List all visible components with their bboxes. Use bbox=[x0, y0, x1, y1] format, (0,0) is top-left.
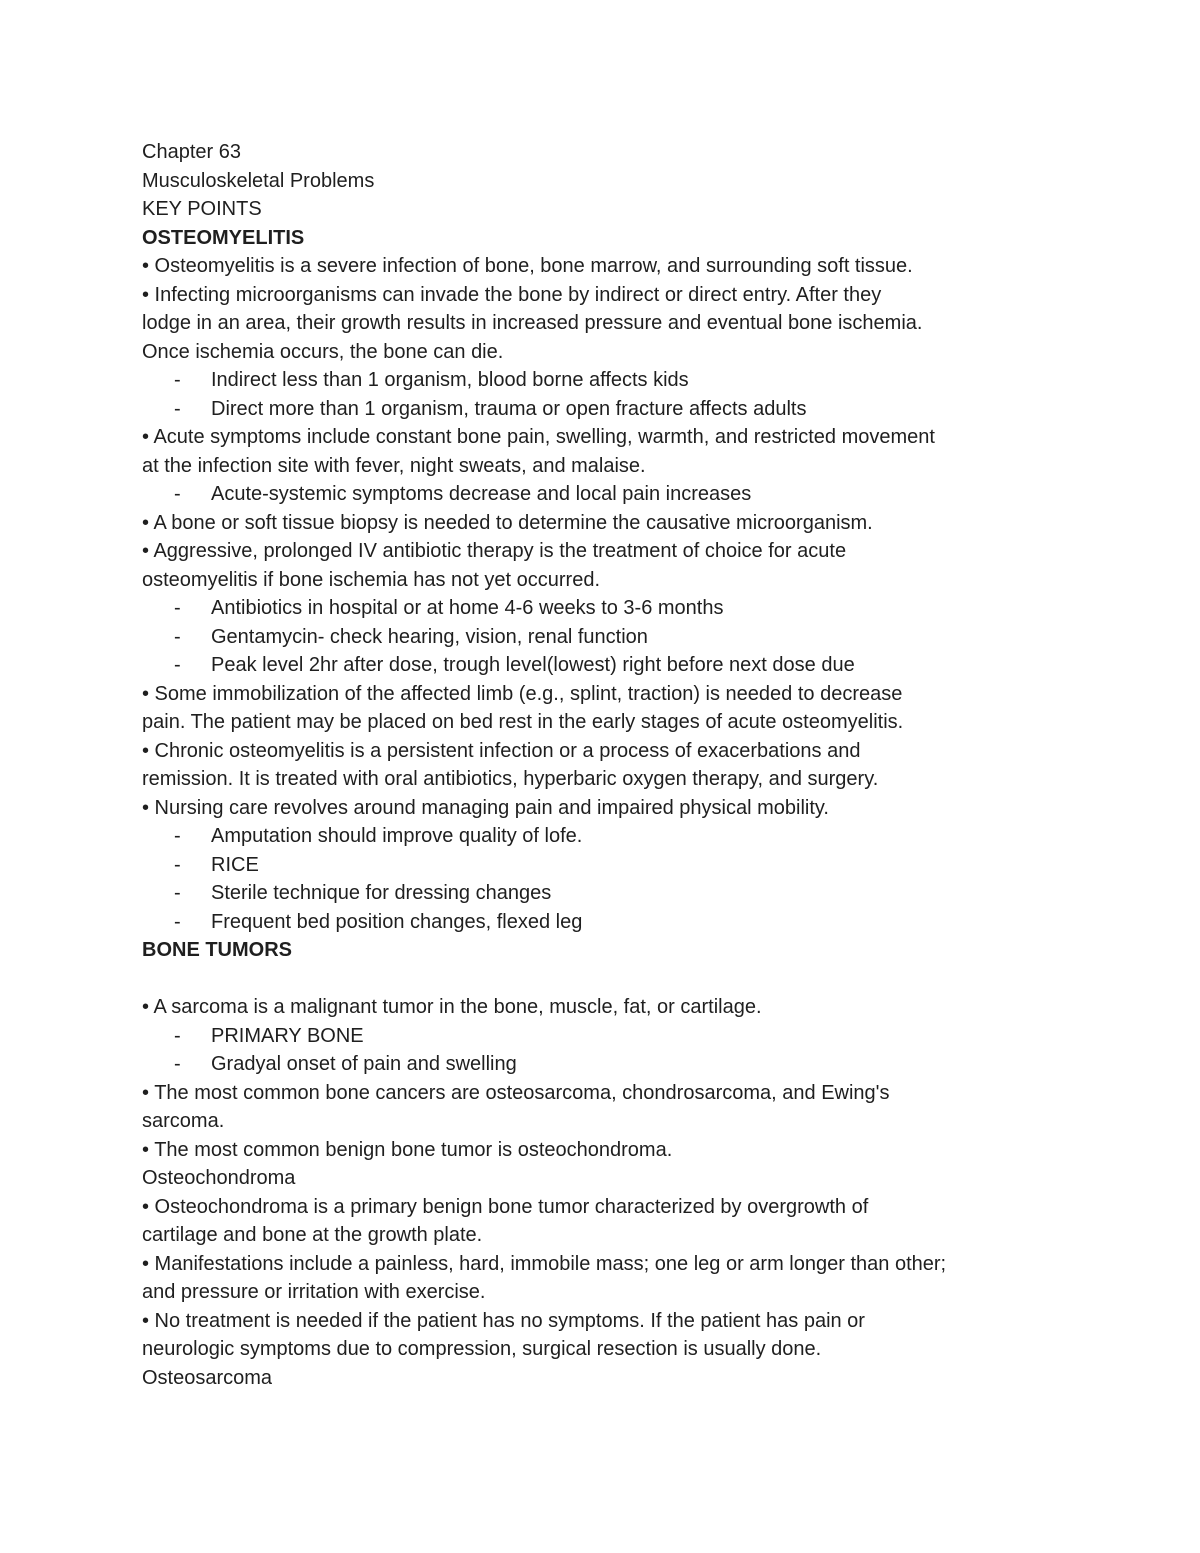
dash-marker: - bbox=[174, 397, 181, 420]
text-line: osteomyelitis if bone ischemia has not yet occurred. bbox=[142, 568, 600, 591]
dash-item-text: Indirect less than 1 organism, blood borne affects kids bbox=[211, 369, 689, 391]
text-line: • Osteomyelitis is a severe infection of bone, bone marrow, and surrounding soft tissue. bbox=[142, 255, 913, 277]
text-line: • Infecting microorganisms can invade the bone by indirect or direct entry. After they bbox=[142, 283, 882, 306]
text-line: • Osteochondroma is a primary benign bone tumor characterized by overgrowth of bbox=[142, 1195, 869, 1218]
document-body bbox=[142, 138, 1042, 1392]
dash-list-item bbox=[142, 480, 1042, 509]
dash-marker: - bbox=[174, 597, 181, 619]
text-line: • Aggressive, prolonged IV antibiotic therapy is the treatment of choice for acute bbox=[142, 540, 847, 562]
dash-list-item bbox=[142, 1022, 1042, 1051]
text-line: lodge in an area, their growth results in increased pressure and eventual bone ischemia. bbox=[142, 312, 923, 334]
dash-item-text: Antibiotics in hospital or at home 4-6 weeks to 3-6 months bbox=[211, 597, 724, 619]
dash-marker: - bbox=[174, 853, 181, 876]
text-line: neurologic symptoms due to compression, surgical resection is usually done. bbox=[142, 1338, 822, 1360]
section-heading: BONE TUMORS bbox=[142, 939, 292, 961]
dash-marker: - bbox=[174, 825, 181, 847]
section-heading: OSTEOMYELITIS bbox=[142, 226, 305, 249]
dash-marker: - bbox=[174, 625, 181, 648]
dash-item-text: Gradyal onset of pain and swelling bbox=[211, 1053, 517, 1075]
dash-list-item bbox=[142, 908, 1042, 937]
text-line: remission. It is treated with oral antibiotics, hyperbaric oxygen therapy, and surgery. bbox=[142, 768, 879, 790]
text-line: at the infection site with fever, night sweats, and malaise. bbox=[142, 454, 646, 477]
dash-item-text: Direct more than 1 organism, trauma or open fracture affects adults bbox=[211, 397, 807, 420]
text-line: • Chronic osteomyelitis is a persistent infection or a process of exacerbations and bbox=[142, 739, 861, 762]
dash-item-text: Amputation should improve quality of lofe. bbox=[211, 825, 583, 847]
dash-list-item bbox=[142, 366, 1042, 395]
text-line: Osteosarcoma bbox=[142, 1366, 273, 1389]
text-line: • A bone or soft tissue biopsy is needed to determine the causative microorganism. bbox=[142, 511, 873, 534]
dash-marker: - bbox=[174, 369, 181, 391]
text-line: Chapter 63 bbox=[142, 141, 241, 163]
dash-list-item bbox=[142, 851, 1042, 880]
text-line: • Nursing care revolves around managing pain and impaired physical mobility. bbox=[142, 796, 829, 819]
dash-list-item bbox=[142, 594, 1042, 623]
dash-item-text: PRIMARY BONE bbox=[211, 1024, 364, 1047]
dash-marker: - bbox=[174, 910, 181, 933]
dash-marker: - bbox=[174, 654, 181, 676]
text-line: • No treatment is needed if the patient has no symptoms. If the patient has pain or bbox=[142, 1309, 865, 1332]
text-line: sarcoma. bbox=[142, 1110, 225, 1132]
dash-list-item bbox=[142, 879, 1042, 908]
dash-marker: - bbox=[174, 483, 181, 505]
text-line: • A sarcoma is a malignant tumor in the bone, muscle, fat, or cartilage. bbox=[142, 996, 762, 1018]
text-line: • The most common benign bone tumor is osteochondroma. bbox=[142, 1138, 673, 1161]
dash-list-item bbox=[142, 1050, 1042, 1079]
text-line: pain. The patient may be placed on bed rest in the early stages of acute osteomyelitis. bbox=[142, 711, 904, 733]
text-line: cartilage and bone at the growth plate. bbox=[142, 1224, 483, 1246]
text-line: • Manifestations include a painless, hard, immobile mass; one leg or arm longer than other; bbox=[142, 1252, 947, 1275]
dash-list-item bbox=[142, 651, 1042, 680]
dash-item-text: Frequent bed position changes, flexed leg bbox=[211, 910, 583, 933]
dash-item-text: Acute-systemic symptoms decrease and local pain increases bbox=[211, 483, 752, 505]
text-line: Osteochondroma bbox=[142, 1167, 296, 1189]
blank-line bbox=[142, 965, 1042, 994]
text-line: • Some immobilization of the affected limb (e.g., splint, traction) is needed to decrease bbox=[142, 682, 903, 705]
dash-item-text: Sterile technique for dressing changes bbox=[211, 882, 552, 904]
dash-marker: - bbox=[174, 1053, 181, 1075]
text-line: KEY POINTS bbox=[142, 198, 262, 220]
dash-marker: - bbox=[174, 1024, 181, 1047]
dash-item-text: RICE bbox=[211, 853, 259, 876]
dash-list-item bbox=[142, 623, 1042, 652]
dash-list-item bbox=[142, 822, 1042, 851]
dash-item-text: Peak level 2hr after dose, trough level(lowest) right before next dose due bbox=[211, 654, 855, 676]
text-line: and pressure or irritation with exercise. bbox=[142, 1281, 486, 1303]
dash-list-item bbox=[142, 395, 1042, 424]
dash-marker: - bbox=[174, 882, 181, 904]
text-line: Musculoskeletal Problems bbox=[142, 169, 375, 192]
text-line: Once ischemia occurs, the bone can die. bbox=[142, 340, 504, 363]
text-line: • The most common bone cancers are osteosarcoma, chondrosarcoma, and Ewing's bbox=[142, 1081, 890, 1104]
dash-item-text: Gentamycin- check hearing, vision, renal function bbox=[211, 625, 648, 648]
text-line: • Acute symptoms include constant bone pain, swelling, warmth, and restricted movement bbox=[142, 426, 935, 448]
